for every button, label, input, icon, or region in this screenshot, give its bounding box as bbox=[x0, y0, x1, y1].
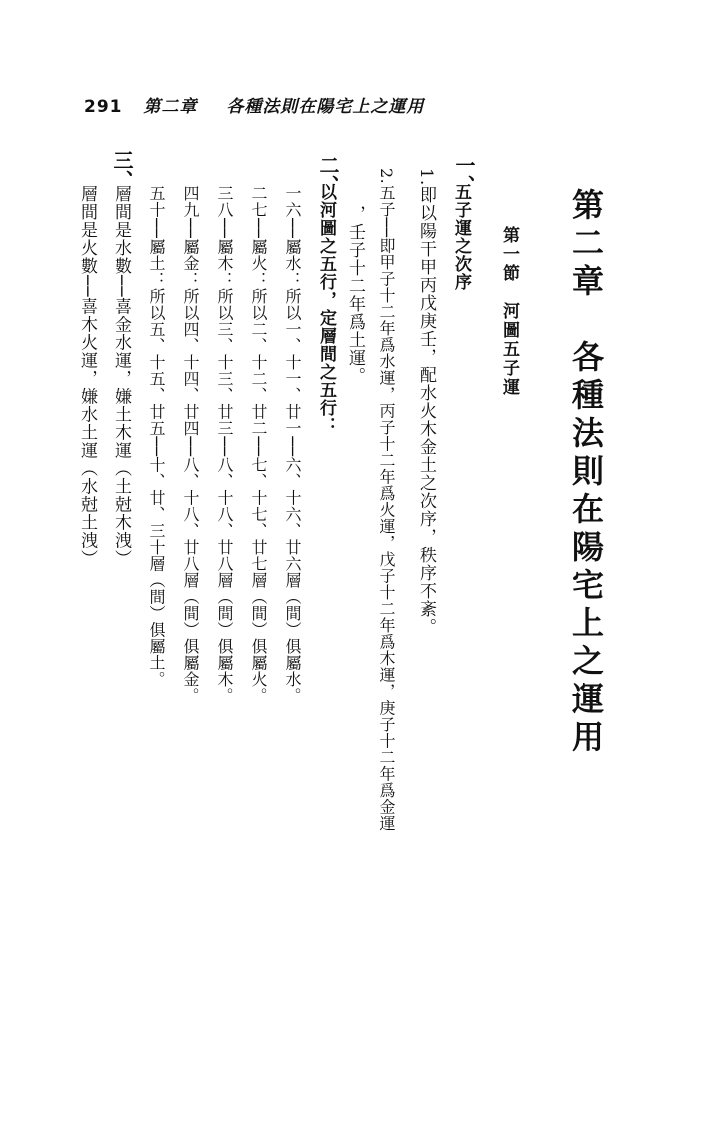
chapter-title: 第二章 各種法則在陽宅上之運用 bbox=[567, 188, 605, 758]
text-line-row-4-9: 四九──屬金：所以四、十四、廿四──八、十八、廿八層（間）俱屬金。 bbox=[181, 185, 200, 705]
text-line-h2-mark: 二、 bbox=[316, 155, 340, 195]
text-line-row-3-8: 三八──屬木：所以三、十三、廿三──八、十八、廿八層（間）俱屬木。 bbox=[215, 185, 234, 705]
text-line-row-1-6: 一六──屬水：所以一、十一、廿一──六、十六、廿六層（間）俱屬水。 bbox=[283, 185, 302, 705]
header-chapter: 第二章 bbox=[143, 97, 198, 117]
text-line-row-2-7: 二七──屬火：所以二、十二、廿二──七、十七、廿七層（間）俱屬火。 bbox=[249, 185, 268, 705]
section-title: 第一節 河圖五子運 bbox=[499, 226, 519, 397]
text-line-row-5-10: 五十──屬土：所以五、十五、廿五──十、廿、三十層（間）俱屬土。 bbox=[147, 185, 166, 688]
text-line-h3-line-1: 層間是水數──喜金水運，嫌土木運（土尅木洩） bbox=[111, 185, 131, 568]
text-line-item-1: 1.即以陽干甲丙戊庚壬，配水火木金土之次序，秩序不紊。 bbox=[416, 168, 436, 637]
text-line-h3-line-2: 層間是火數──喜木火運，嫌水土運（水尅土洩） bbox=[77, 185, 97, 568]
text-line-h2-text: 以河圖之五行，定層間之五行： bbox=[316, 183, 336, 435]
running-header bbox=[84, 92, 424, 117]
header-title: 各種法則在陽宅上之運用 bbox=[226, 97, 425, 117]
text-line-item-2b: ，壬子十二年爲土運。 bbox=[345, 205, 365, 385]
text-line-h1-text: 五子運之次序 bbox=[451, 183, 471, 291]
text-line-h3-mark: 三、 bbox=[110, 150, 134, 190]
page-number: 291 bbox=[84, 97, 123, 117]
text-line-h1-mark: 一、 bbox=[452, 155, 476, 195]
text-line-item-2: 2.五子──即甲子十二年爲水運，丙子十二年爲火運，戊子十二年爲木運，庚子十二年爲金運 bbox=[377, 168, 396, 832]
